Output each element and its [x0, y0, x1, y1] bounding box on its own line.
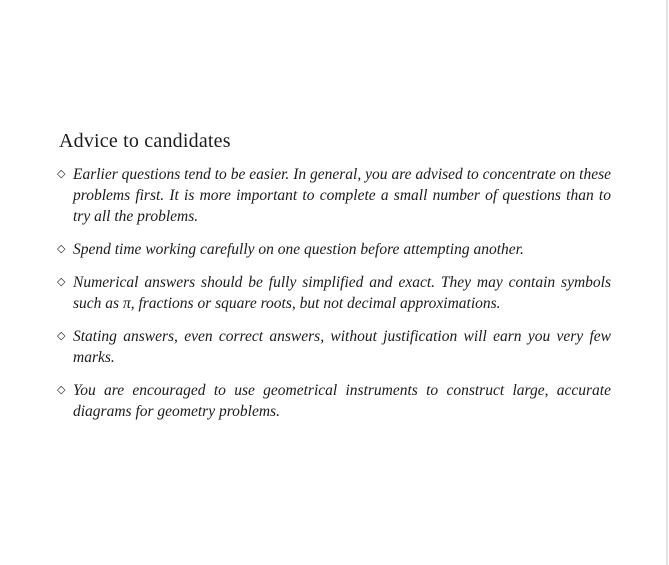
list-item-text: Spend time working carefully on one question before attempting another.	[73, 241, 524, 258]
list-item-text: Numerical answers should be fully simplified and exact. They may contain symbols such as π, fractions or square roots, but not decimal approximations.	[73, 274, 611, 312]
list-item-text: You are encouraged to use geometrical instruments to construct large, accurate diagrams for geometry problems.	[73, 382, 611, 420]
diamond-bullet-icon: ◇	[57, 330, 66, 342]
diamond-bullet-icon: ◇	[57, 276, 66, 288]
list-item	[59, 239, 611, 260]
diamond-bullet-icon: ◇	[57, 168, 66, 180]
list-item	[59, 272, 611, 314]
section-heading: Advice to candidates	[59, 130, 231, 152]
diamond-bullet-icon: ◇	[57, 384, 66, 396]
list-item-text: Earlier questions tend to be easier. In general, you are advised to concentrate on these problems first. It is more important to complete a small number of questions than to try all the problems.	[73, 166, 611, 225]
page-edge-divider	[666, 0, 668, 565]
list-item	[59, 326, 611, 368]
list-item-text: Stating answers, even correct answers, without justification will earn you very few marks.	[73, 328, 611, 366]
list-item	[59, 380, 611, 422]
diamond-bullet-icon: ◇	[57, 243, 66, 255]
list-item	[59, 164, 611, 227]
advice-list	[59, 164, 611, 434]
